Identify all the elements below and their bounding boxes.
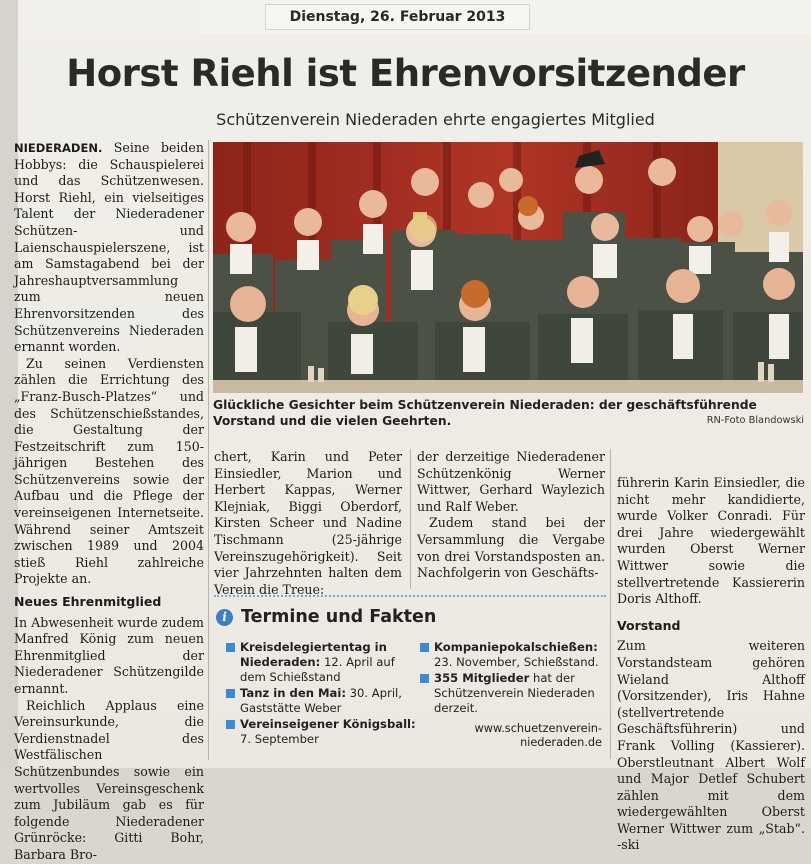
election-paragraph: Zudem stand bei der Versammlung die Vergabe von drei Vorstandsposten an. Nachfolgerin von Geschäfts- — [417, 515, 605, 581]
photo-credit: RN-Foto Blandowski — [706, 415, 804, 426]
fact-item-text: 7. September — [240, 732, 319, 746]
article-column-4 — [617, 475, 805, 854]
article-column-1 — [14, 140, 204, 864]
info-icon: i — [216, 609, 233, 626]
intro-paragraph — [14, 140, 204, 356]
facts-box — [214, 595, 606, 757]
dateline: Dienstag, 26. Februar 2013 — [265, 4, 530, 30]
fact-item-text: 30. April, Gaststätte Weber — [240, 686, 402, 715]
section-heading-ehrenmitglied: Neues Ehrenmitglied — [14, 594, 162, 610]
subheadline: Schützenverein Niederaden ehrte engagiertes Mitglied — [216, 110, 655, 129]
article-column-3 — [417, 449, 605, 582]
headline: Horst Riehl ist Ehrenvorsitzender — [66, 52, 745, 95]
fact-item-label: 355 Mitglieder — [434, 671, 530, 685]
group-photo-illustration — [213, 142, 803, 393]
website-link-line1: www.schuetzenverein- — [474, 722, 602, 735]
fact-item-label: Tanz in den Mai: — [240, 686, 346, 700]
photo-caption: Glückliche Gesichter beim Schützenverein Niederaden: der geschäftsführende Vorstand und die vielen Geehrten. — [213, 398, 757, 428]
column-divider — [610, 449, 611, 759]
facts-list-left — [226, 640, 418, 748]
merits-paragraph: Zu seinen Verdiensten zählen die Errichtung des „Franz-Busch-Platzes“ und des Schützenschießstandes, die Gestaltung der Festzeitschrift zum 150-jährigen Bestehen des Schützenvereins sowie der Aufbau und die Pflege der vereinseigenen Internetseite. Während seiner Amtszeit zwischen 1989 und 2004 stieß Riehl zahlreiche Projekte an. — [14, 355, 204, 587]
fact-item — [226, 717, 418, 747]
honorees-paragraph: chert, Karin und Peter Einsiedler, Marion und Herbert Kappas, Werner Klejniak, Biggi Oberdorf, Kirsten Scheer und Nadine Tischmann (25-jährige Vereinszugehörigkeit). Seit vier Jahrzehnten halten dem Verein die Treue: — [214, 449, 402, 597]
honorary-member-paragraph: In Abwesenheit wurde zudem Manfred König zum neuen Ehrenmitglied der Niederadener Schützengilde ernannt. — [14, 614, 204, 696]
fact-item — [226, 640, 418, 685]
fact-item — [420, 671, 604, 716]
successor-paragraph: führerin Karin Einsiedler, die nicht mehr kandidierte, wurde Volker Conradi. Für drei Jahre wiedergewählt wurden Oberst Werner Wittwer sowie die stellvertretende Kassiererin Doris Althoff. — [617, 475, 805, 607]
website-link[interactable] — [475, 722, 602, 750]
facts-title-text: Termine und Fakten — [241, 607, 437, 627]
group-photo — [213, 142, 803, 393]
facts-box-title — [216, 607, 436, 627]
fact-item — [226, 686, 418, 716]
fact-item-text: hat der Schützenverein Niederaden derzeit. — [434, 671, 595, 715]
fact-item-label: Kompaniepokalschießen: — [434, 640, 598, 654]
website-link-line2: niederaden.de — [520, 736, 602, 749]
section-heading-vorstand: Vorstand — [617, 617, 681, 633]
facts-list-right — [420, 640, 604, 717]
fact-item — [420, 640, 604, 670]
intro-text: Seine beiden Hobbys: die Schauspielerei und das Schützenwesen. Horst Riehl, ein vielseitiges Talent der Niederadener Schützen- und Laienschauspielerszene, ist am Samstagabend bei der Jahreshauptversammlung zum neuen Ehrenvorsitzenden des Schützenvereins Niederaden ernannt worden. — [14, 140, 204, 355]
column-divider — [208, 140, 209, 760]
fact-item-label: Vereinseigener Königsball: — [240, 717, 416, 731]
applause-paragraph: Reichlich Applaus eine Vereinsurkunde, die Verdienstnadel des Westfälischen Schützenbundes sowie ein wertvolles Vereinsgeschenk zum Jubiläum gab es für folgende Niederadener Grünröcke: Gitti Bohr, Barbara Bro- — [14, 697, 204, 862]
fact-item-text: 23. November, Schießstand. — [434, 655, 599, 669]
fact-item-label: Kreisdelegiertentag in Niederaden: — [240, 640, 387, 669]
fact-item-text: 12. April auf dem Schießstand — [240, 655, 395, 684]
dateline-location: NIEDERADEN. — [14, 141, 103, 155]
long-members-paragraph: der derzeitige Niederadener Schützenkönig Werner Wittwer, Gerhard Waylezich und Ralf Weber. — [417, 449, 605, 514]
article-column-2 — [214, 449, 402, 598]
board-paragraph: Zum weiteren Vorstandsteam gehören Wieland Althoff (Vorsitzender), Iris Hahne (stellvertretende Geschäftsführerin) und Frank Volling (Kassierer). Oberstleutnant Albert Wolf und Major Detlef Schubert zählen mit dem wiedergewählten Oberst Werner Wittwer zum „Stab“. -ski — [617, 638, 805, 853]
column-divider — [410, 449, 411, 589]
